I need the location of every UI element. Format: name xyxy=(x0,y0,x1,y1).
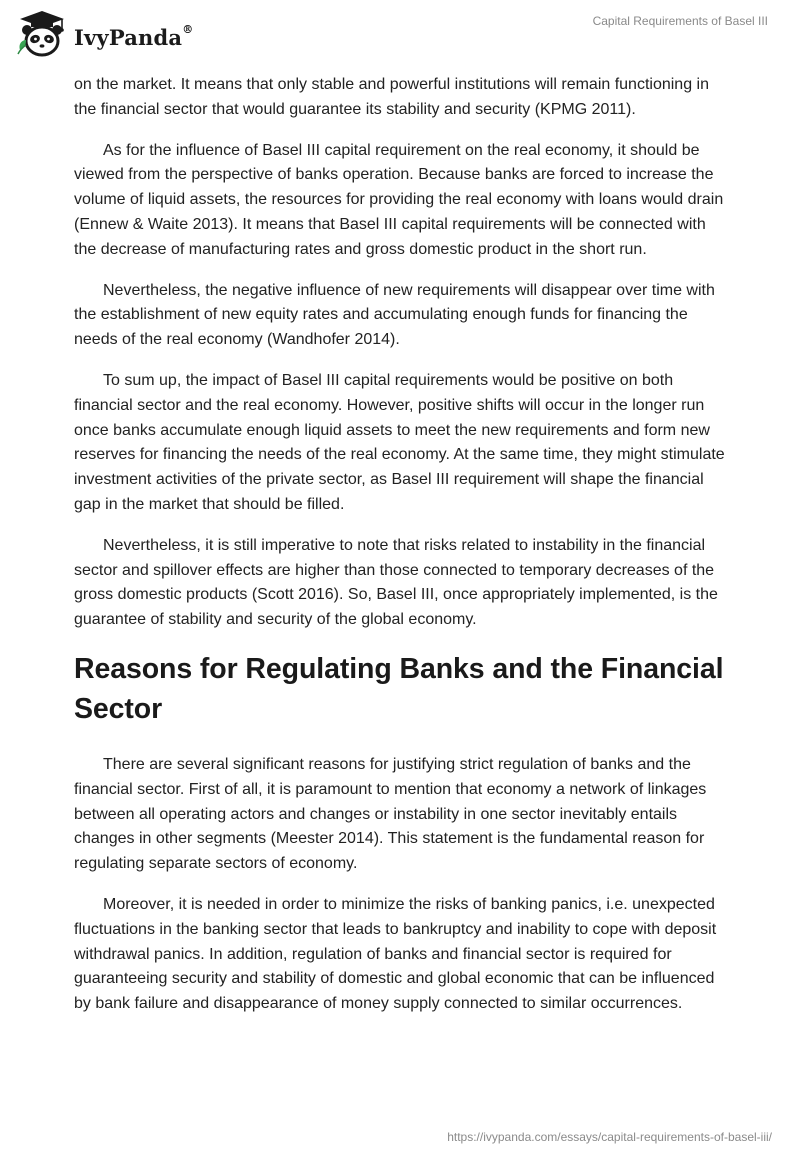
ivypanda-logo[interactable] xyxy=(14,8,193,60)
paragraph: There are several significant reasons for justifying strict regulation of banks and the financial sector. First of all, it is paramount to mention that economy a network of linkages between all operating actors and changes or instability in one sector inevitably entails changes in other segments (Meester 2014). This statement is the fundamental reason for regulating separate sectors of economy. xyxy=(74,755,707,873)
page-header xyxy=(0,0,800,70)
registered-mark: ® xyxy=(182,22,194,36)
paragraph: Moreover, it is needed in order to minimize the risks of banking panics, i.e. unexpected fluctuations in the banking sector that leads to bankruptcy and inability to cope with deposit withdrawal panics. In addition, regulation of banks and financial sector is required for guaranteeing security and stability of domestic and global economic that can be influenced by bank failure and disappearance of money supply connected to similar occurrences. xyxy=(74,895,717,1013)
panda-graduate-icon xyxy=(14,8,70,60)
paragraph: Nevertheless, it is still imperative to note that risks related to instability in the financial sector and spillover effects are higher than those connected to temporary decreases of the gross domestic products (Scott 2016). So, Basel III, once appropriately implemented, is the guarantee of stability and security of the global economy. xyxy=(74,536,718,629)
document-title: Capital Requirements of Basel III xyxy=(592,14,768,28)
paragraph: To sum up, the impact of Basel III capital requirements would be positive on both financial sector and the real economy. However, positive shifts will occur in the longer run once banks accumulate enough liquid assets to meet the new requirements and form new reserves for financing the needs of the real economy. At the same time, they might stimulate investment activities of the private sector, as Basel III requirement will shape the financial gap in the market that should be filled. xyxy=(74,371,725,513)
paragraph: As for the influence of Basel III capital requirement on the real economy, it should be viewed from the perspective of banks operation. Because banks are forced to increase the volume of liquid assets, the resources for providing the real economy with loans would drain (Ennew & Waite 2013). It means that Basel III capital requirements will be connected with the decrease of manufacturing rates and gross domestic product in the short run. xyxy=(74,141,724,258)
section-heading: Reasons for Regulating Banks and the Financial Sector xyxy=(74,652,724,725)
essay-body xyxy=(74,73,726,1033)
source-url[interactable]: https://ivypanda.com/essays/capital-requirements-of-basel-iii/ xyxy=(447,1130,772,1144)
paragraph: Nevertheless, the negative influence of new requirements will disappear over time with the establishment of new equity rates and accumulating enough funds for financing the needs of the real economy (Wandhofer 2014). xyxy=(74,281,715,349)
paragraph: on the market. It means that only stable and powerful institutions will remain functioning in the financial sector that would guarantee its stability and security (KPMG 2011). xyxy=(74,76,709,118)
brand-name: IvyPanda® xyxy=(74,22,194,50)
